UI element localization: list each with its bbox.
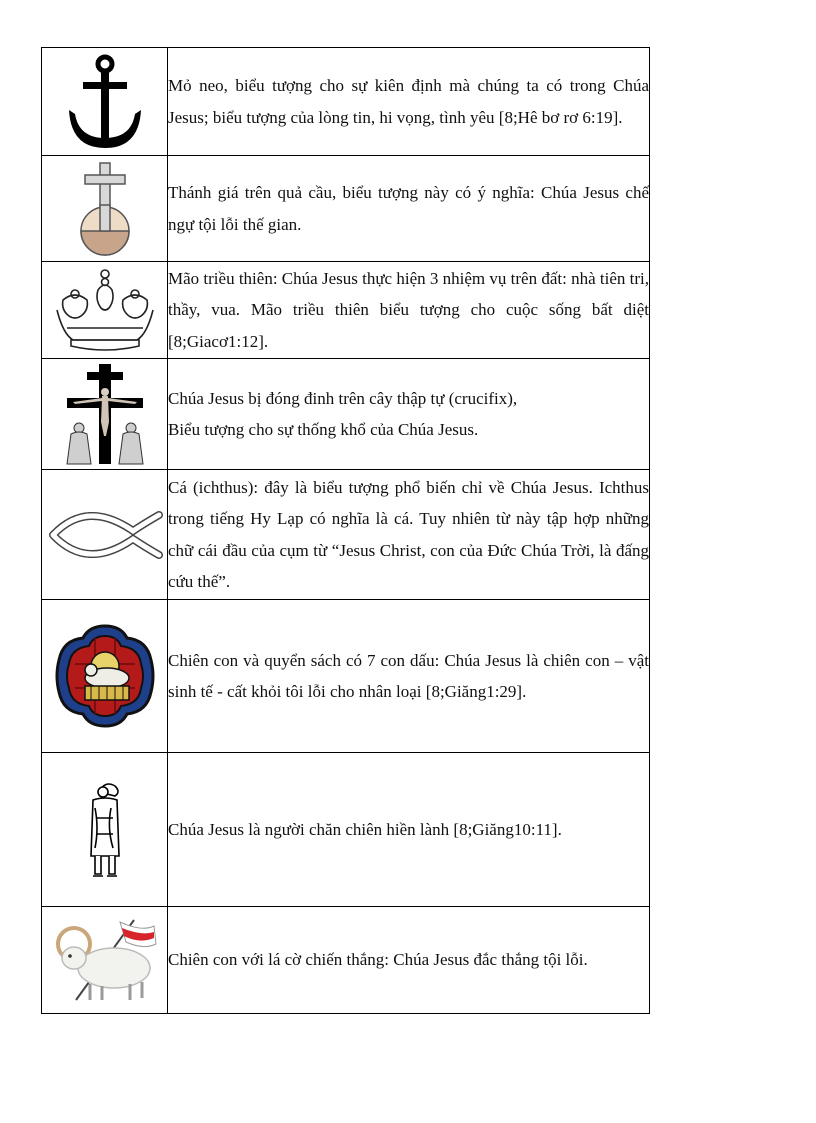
crown-icon [53, 268, 157, 352]
table-row [42, 156, 650, 262]
lamb-stained-glass-icon [55, 624, 155, 728]
anchor-icon [65, 52, 145, 152]
description-text: Chúa Jesus là người chăn chiên hiền lành [8;Giăng10:11]. [168, 819, 562, 839]
crucifix-icon [65, 362, 145, 466]
description-text: Chiên con với lá cờ chiến thắng: Chúa Jesus đắc thắng tội lỗi. [168, 950, 588, 970]
lamb-with-banner-icon [50, 914, 160, 1006]
symbols-table [41, 47, 650, 1014]
table-row [42, 262, 650, 359]
table-row [42, 907, 650, 1014]
description-text: Thánh giá trên quả cầu, biểu tượng này có ý nghĩa: Chúa Jesus chế ngự tội lỗi thế gian. [168, 183, 649, 234]
description-cell [168, 48, 650, 156]
description-cell [168, 156, 650, 262]
cross-on-globe-icon [75, 161, 135, 257]
icon-cell [42, 470, 168, 600]
description-text: Mỏ neo, biểu tượng cho sự kiên định mà chúng ta có trong Chúa Jesus; biểu tượng của lòng tin, hi vọng, tình yêu [8;Hê bơ rơ 6:19]. [168, 76, 649, 127]
description-cell [168, 753, 650, 907]
icon-cell [42, 907, 168, 1014]
description-cell [168, 359, 650, 470]
description-text: Chúa Jesus bị đóng đinh trên cây thập tự (crucifix), [168, 388, 518, 408]
description-text: Chiên con và quyển sách có 7 con dấu: Chúa Jesus là chiên con – vật sinh tế - cất khỏi tôi lỗi cho nhân loại [8;Giăng1:29]. [168, 650, 649, 701]
icon-cell [42, 359, 168, 470]
description-cell [168, 907, 650, 1014]
table-row [42, 48, 650, 156]
table-row [42, 359, 650, 470]
table-row [42, 470, 650, 600]
ichthus-fish-icon [47, 503, 163, 567]
table-row [42, 600, 650, 753]
description-cell [168, 262, 650, 359]
icon-cell [42, 262, 168, 359]
icon-cell [42, 156, 168, 262]
description-text: Mão triều thiên: Chúa Jesus thực hiện 3 nhiệm vụ trên đất: nhà tiên tri, thầy, vua. Mão triều thiên biểu tượng cho cuộc sống bất diệt [8;Giacơ1:12]. [168, 268, 649, 351]
table-row [42, 753, 650, 907]
good-shepherd-icon [85, 778, 125, 882]
icon-cell [42, 48, 168, 156]
description-text: Biểu tượng cho sự thống khổ của Chúa Jesus. [168, 420, 479, 439]
description-cell [168, 470, 650, 600]
description-cell [168, 600, 650, 753]
icon-cell [42, 753, 168, 907]
description-text: Cá (ichthus): đây là biểu tượng phổ biến chỉ về Chúa Jesus. Ichthus trong tiếng Hy Lạp có nghĩa là cá. Tuy nhiên từ này tập hợp những chữ cái đầu của cụm từ “Jesus Christ, con của Đức Chúa Trời, là đấng cứu thế”. [168, 477, 649, 591]
icon-cell [42, 600, 168, 753]
